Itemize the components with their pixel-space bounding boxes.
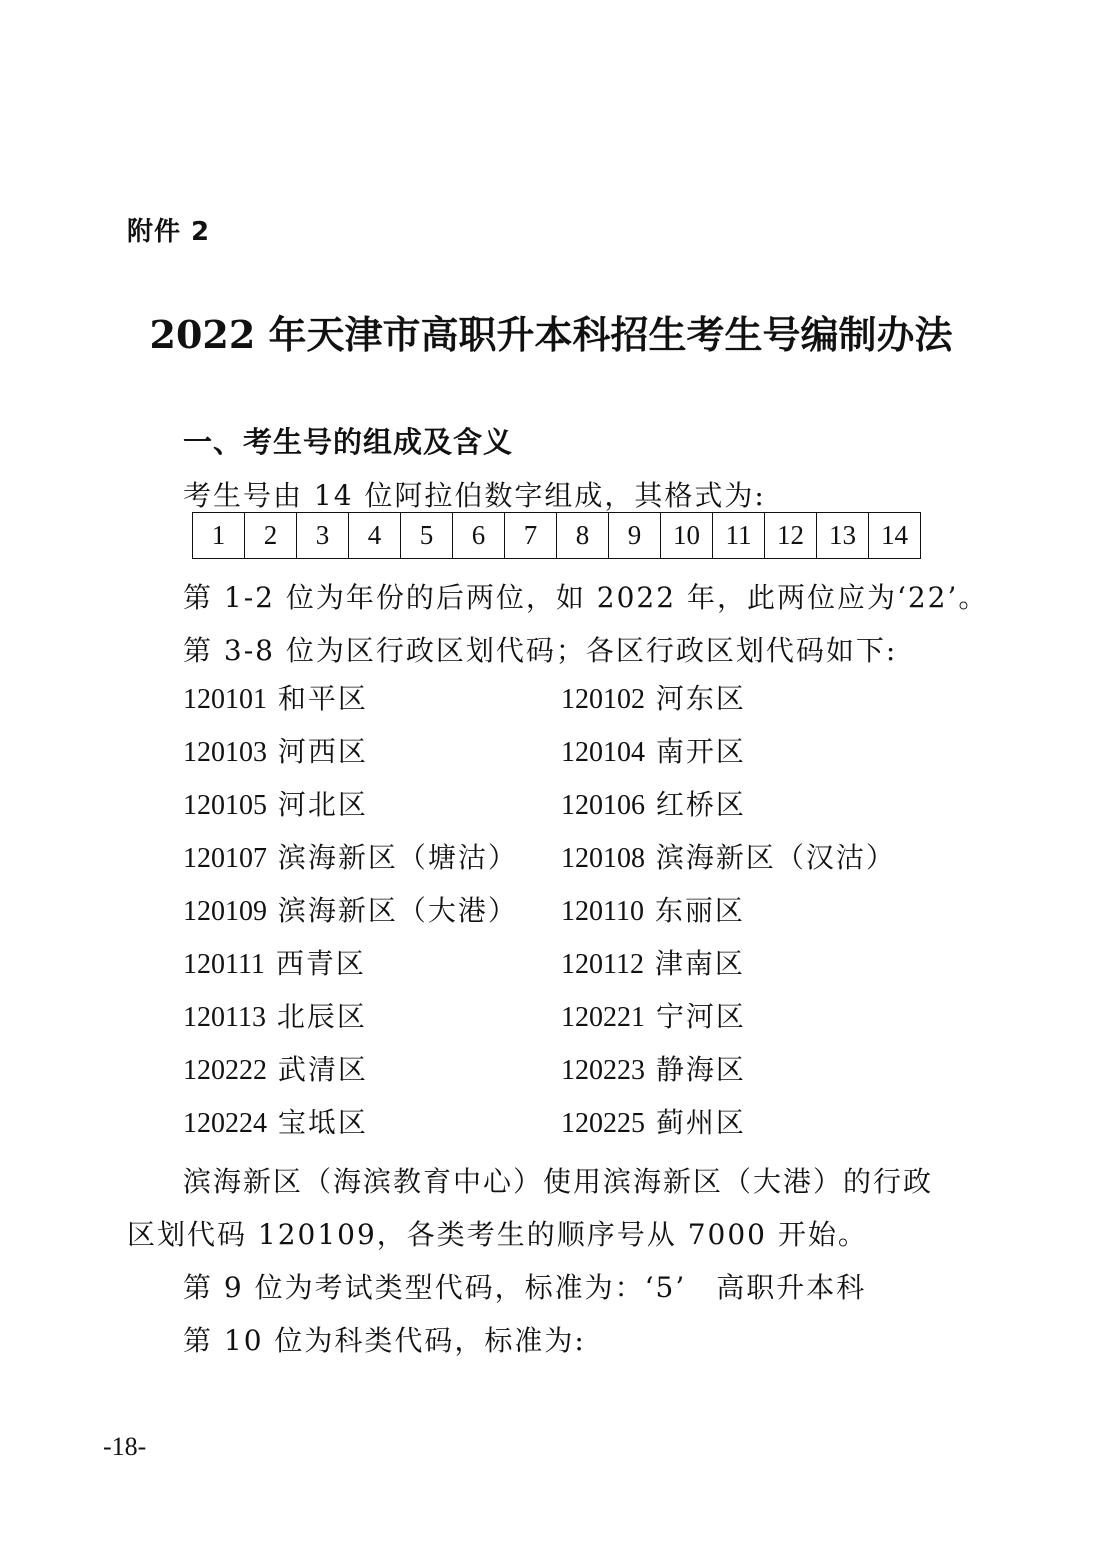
district-name: 西青区 (275, 947, 366, 980)
digit-position-cell: 7 (505, 513, 557, 559)
district-name: 津南区 (654, 947, 745, 980)
district-entry (561, 841, 943, 894)
district-entry (561, 947, 943, 1000)
district-code: 120107 (183, 843, 267, 874)
digit-position-cell: 9 (609, 513, 661, 559)
digit-position-cell: 5 (401, 513, 453, 559)
district-entry (561, 894, 943, 947)
district-entry (183, 947, 561, 1000)
district-name: 静海区 (655, 1053, 746, 1086)
district-code: 120111 (183, 949, 265, 980)
digit-position-cell: 4 (349, 513, 401, 559)
digit-position-cell: 12 (765, 513, 817, 559)
district-entry (183, 1106, 561, 1159)
district-name: 滨海新区（塘沽） (277, 841, 518, 874)
district-entry (183, 894, 561, 947)
district-entry (183, 1000, 561, 1053)
district-code: 120102 (561, 684, 645, 715)
digit-position-cell: 11 (713, 513, 765, 559)
page-number: -18- (103, 1432, 147, 1461)
district-name: 河东区 (655, 682, 746, 715)
district-entry (183, 735, 561, 788)
district-name: 东丽区 (654, 894, 745, 927)
digit-position-table (192, 512, 921, 559)
district-name: 滨海新区（大港） (277, 894, 518, 927)
binhai-note-line1: 滨海新区（海滨教育中心）使用滨海新区（大港）的行政 (183, 1165, 934, 1198)
district-entry (561, 1106, 943, 1159)
district-entry (561, 788, 943, 841)
district-name: 蓟州区 (655, 1106, 746, 1139)
attachment-label: 附件 2 (127, 217, 211, 247)
district-code: 120221 (561, 1002, 645, 1033)
district-name: 红桥区 (655, 788, 746, 821)
district-entry (561, 682, 943, 735)
digit-position-cell: 2 (245, 513, 297, 559)
digit-10-description: 第 10 位为科类代码，标准为: (183, 1324, 586, 1357)
digit-position-cell: 13 (817, 513, 869, 559)
district-code: 120105 (183, 790, 267, 821)
district-entry (183, 1053, 561, 1106)
district-code: 120109 (183, 896, 267, 927)
digit-position-cell: 14 (869, 513, 921, 559)
district-name: 北辰区 (276, 1000, 367, 1033)
district-code: 120104 (561, 737, 645, 768)
district-name: 南开区 (655, 735, 746, 768)
digit-position-cell: 1 (193, 513, 245, 559)
district-code: 120113 (183, 1002, 266, 1033)
binhai-note-line2: 区划代码 120109，各类考生的顺序号从 7000 开始。 (127, 1218, 868, 1251)
district-entry (561, 1053, 943, 1106)
district-name: 和平区 (277, 682, 368, 715)
digit-position-cell: 8 (557, 513, 609, 559)
district-code: 120224 (183, 1108, 267, 1139)
intro-paragraph: 考生号由 14 位阿拉伯数字组成，其格式为: (183, 479, 766, 512)
district-code: 120110 (561, 896, 644, 927)
district-code: 120108 (561, 843, 645, 874)
district-code: 120103 (183, 737, 267, 768)
district-entry (183, 788, 561, 841)
digit-position-cell: 10 (661, 513, 713, 559)
district-code-list (183, 682, 943, 1159)
digit-position-row (193, 513, 921, 559)
district-entry (561, 1000, 943, 1053)
district-name: 河西区 (277, 735, 368, 768)
district-code: 120223 (561, 1055, 645, 1086)
digits-1-2-description: 第 1-2 位为年份的后两位，如 2022 年，此两位应为‘22’。 (183, 581, 989, 614)
district-name: 宁河区 (655, 1000, 746, 1033)
district-code: 120112 (561, 949, 644, 980)
district-name: 河北区 (277, 788, 368, 821)
district-code: 120225 (561, 1108, 645, 1139)
district-name: 滨海新区（汉沽） (655, 841, 896, 874)
document-title: 2022 年天津市高职升本科招生考生号编制办法 (149, 312, 953, 357)
district-code: 120101 (183, 684, 267, 715)
district-entry (183, 682, 561, 735)
district-code: 120106 (561, 790, 645, 821)
section-heading: 一、考生号的组成及含义 (183, 425, 514, 459)
district-name: 宝坻区 (277, 1106, 368, 1139)
digits-3-8-description: 第 3-8 位为区行政区划代码；各区行政区划代码如下: (183, 634, 898, 667)
district-code: 120222 (183, 1055, 267, 1086)
district-name: 武清区 (277, 1053, 368, 1086)
district-entry (561, 735, 943, 788)
digit-position-cell: 3 (297, 513, 349, 559)
digit-position-cell: 6 (453, 513, 505, 559)
district-entry (183, 841, 561, 894)
digit-9-description: 第 9 位为考试类型代码，标准为：‘5’ 高职升本科 (183, 1271, 867, 1304)
